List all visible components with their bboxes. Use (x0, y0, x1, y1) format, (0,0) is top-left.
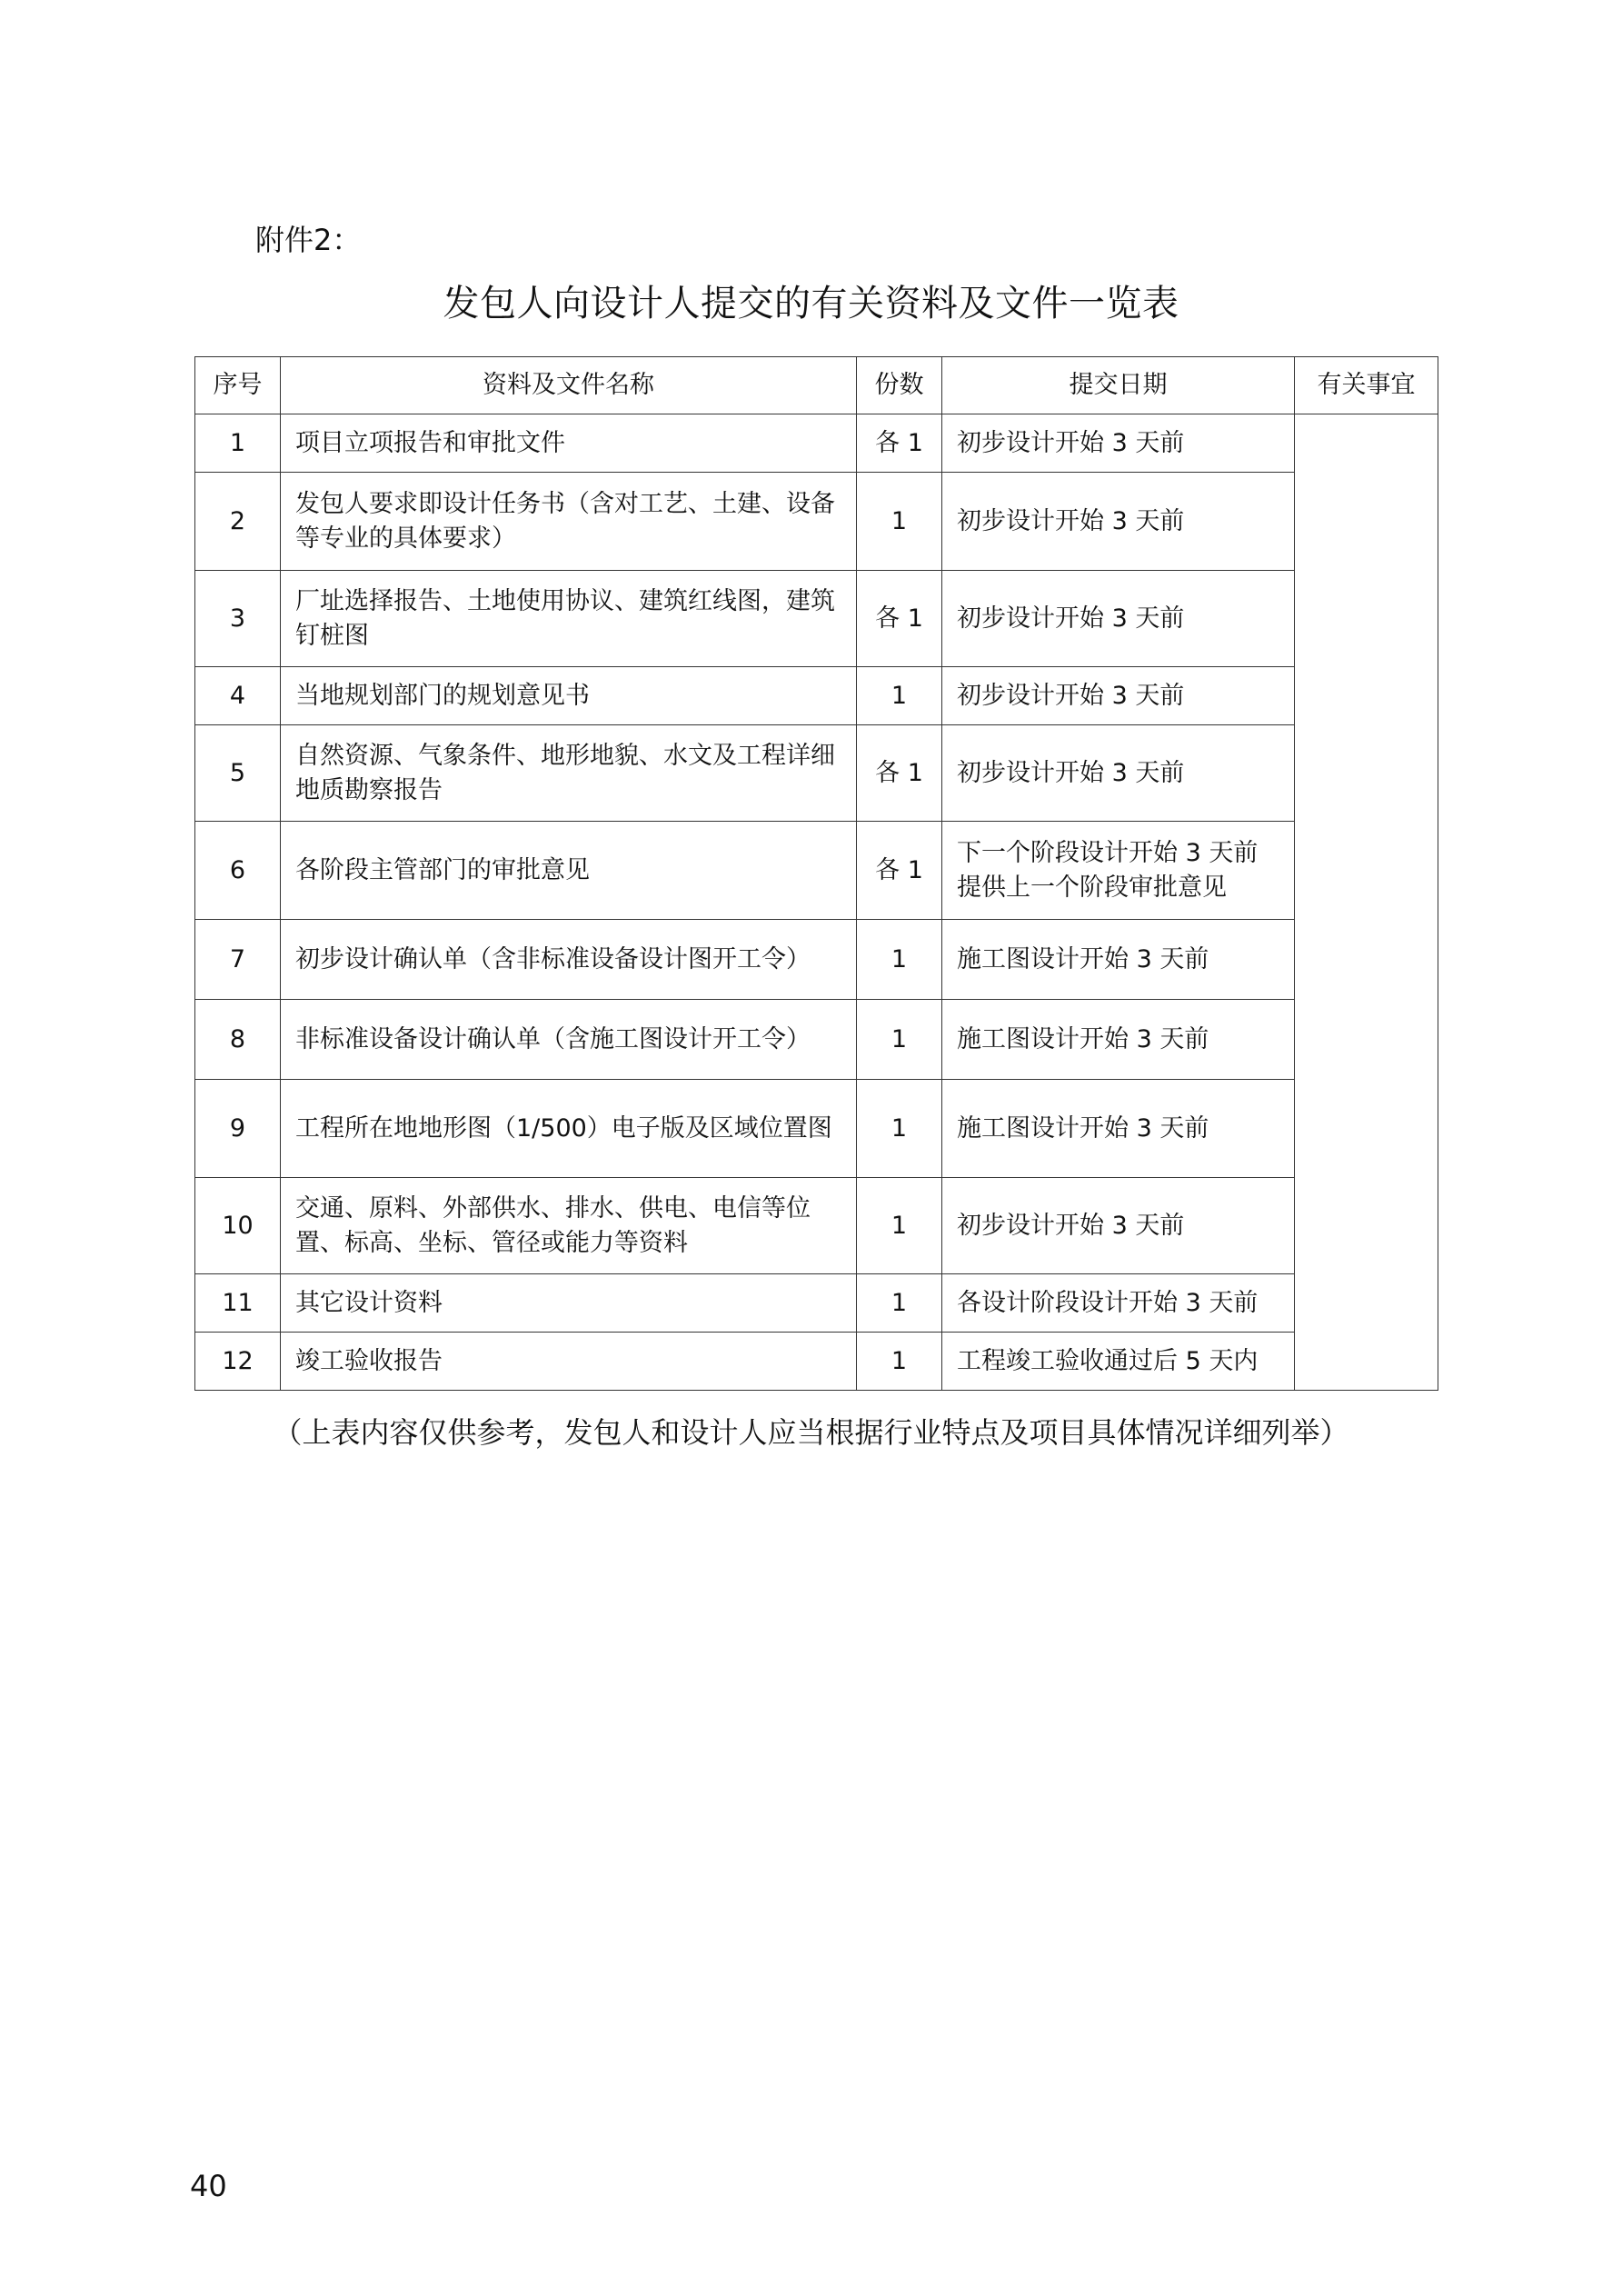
cell-name: 厂址选择报告、土地使用协议、建筑红线图，建筑钉桩图 (281, 571, 857, 667)
cell-name: 非标准设备设计确认单（含施工图设计开工令） (281, 1000, 857, 1080)
cell-copies: 1 (857, 1274, 942, 1333)
cell-no: 12 (195, 1333, 281, 1391)
table-body (195, 414, 1438, 1391)
cell-name: 交通、原料、外部供水、排水、供电、电信等位置、标高、坐标、管径或能力等资料 (281, 1178, 857, 1274)
table-row (195, 1000, 1438, 1080)
cell-no: 7 (195, 920, 281, 1000)
cell-name: 发包人要求即设计任务书（含对工艺、土建、设备等专业的具体要求） (281, 473, 857, 571)
cell-date: 下一个阶段设计开始 3 天前提供上一个阶段审批意见 (942, 822, 1295, 920)
page-number: 40 (190, 2169, 227, 2203)
cell-copies: 1 (857, 473, 942, 571)
cell-name: 工程所在地地形图（1/500）电子版及区域位置图 (281, 1080, 857, 1178)
table-row (195, 1333, 1438, 1391)
cell-no: 8 (195, 1000, 281, 1080)
cell-no: 11 (195, 1274, 281, 1333)
cell-date: 初步设计开始 3 天前 (942, 414, 1295, 473)
cell-no: 3 (195, 571, 281, 667)
cell-no: 4 (195, 667, 281, 725)
table-row (195, 414, 1438, 473)
table-row (195, 1178, 1438, 1274)
cell-no: 2 (195, 473, 281, 571)
cell-name: 其它设计资料 (281, 1274, 857, 1333)
cell-no: 5 (195, 725, 281, 822)
cell-copies: 各 1 (857, 414, 942, 473)
cell-copies: 1 (857, 920, 942, 1000)
header-notes: 有关事宜 (1295, 357, 1438, 414)
documents-table (194, 356, 1438, 1391)
table-row (195, 822, 1438, 920)
cell-copies: 1 (857, 1333, 942, 1391)
cell-no: 10 (195, 1178, 281, 1274)
cell-copies: 1 (857, 667, 942, 725)
cell-date: 各设计阶段设计开始 3 天前 (942, 1274, 1295, 1333)
cell-notes (1295, 414, 1438, 1391)
cell-name: 初步设计确认单（含非标准设备设计图开工令） (281, 920, 857, 1000)
cell-copies: 1 (857, 1178, 942, 1274)
cell-copies: 1 (857, 1000, 942, 1080)
cell-copies: 各 1 (857, 571, 942, 667)
table-row (195, 667, 1438, 725)
table-row (195, 725, 1438, 822)
cell-name: 各阶段主管部门的审批意见 (281, 822, 857, 920)
footnote: （上表内容仅供参考，发包人和设计人应当根据行业特点及项目具体情况详细列举） (273, 1415, 1349, 1450)
table-row (195, 571, 1438, 667)
cell-no: 9 (195, 1080, 281, 1178)
cell-copies: 1 (857, 1080, 942, 1178)
cell-date: 初步设计开始 3 天前 (942, 473, 1295, 571)
cell-name: 项目立项报告和审批文件 (281, 414, 857, 473)
header-name: 资料及文件名称 (281, 357, 857, 414)
cell-date: 初步设计开始 3 天前 (942, 667, 1295, 725)
cell-copies: 各 1 (857, 725, 942, 822)
header-date: 提交日期 (942, 357, 1295, 414)
cell-date: 施工图设计开始 3 天前 (942, 1000, 1295, 1080)
cell-date: 施工图设计开始 3 天前 (942, 920, 1295, 1000)
cell-name: 当地规划部门的规划意见书 (281, 667, 857, 725)
table-header-row (195, 357, 1438, 414)
cell-date: 施工图设计开始 3 天前 (942, 1080, 1295, 1178)
cell-no: 6 (195, 822, 281, 920)
cell-date: 工程竣工验收通过后 5 天内 (942, 1333, 1295, 1391)
cell-date: 初步设计开始 3 天前 (942, 725, 1295, 822)
table-row (195, 473, 1438, 571)
cell-date: 初步设计开始 3 天前 (942, 1178, 1295, 1274)
cell-copies: 各 1 (857, 822, 942, 920)
cell-name: 竣工验收报告 (281, 1333, 857, 1391)
attachment-label: 附件2： (255, 223, 362, 257)
table-row (195, 920, 1438, 1000)
header-no: 序号 (195, 357, 281, 414)
table-row (195, 1080, 1438, 1178)
cell-name: 自然资源、气象条件、地形地貌、水文及工程详细地质勘察报告 (281, 725, 857, 822)
cell-date: 初步设计开始 3 天前 (942, 571, 1295, 667)
table-row (195, 1274, 1438, 1333)
cell-no: 1 (195, 414, 281, 473)
header-copies: 份数 (857, 357, 942, 414)
page-title: 发包人向设计人提交的有关资料及文件一览表 (443, 283, 1179, 324)
